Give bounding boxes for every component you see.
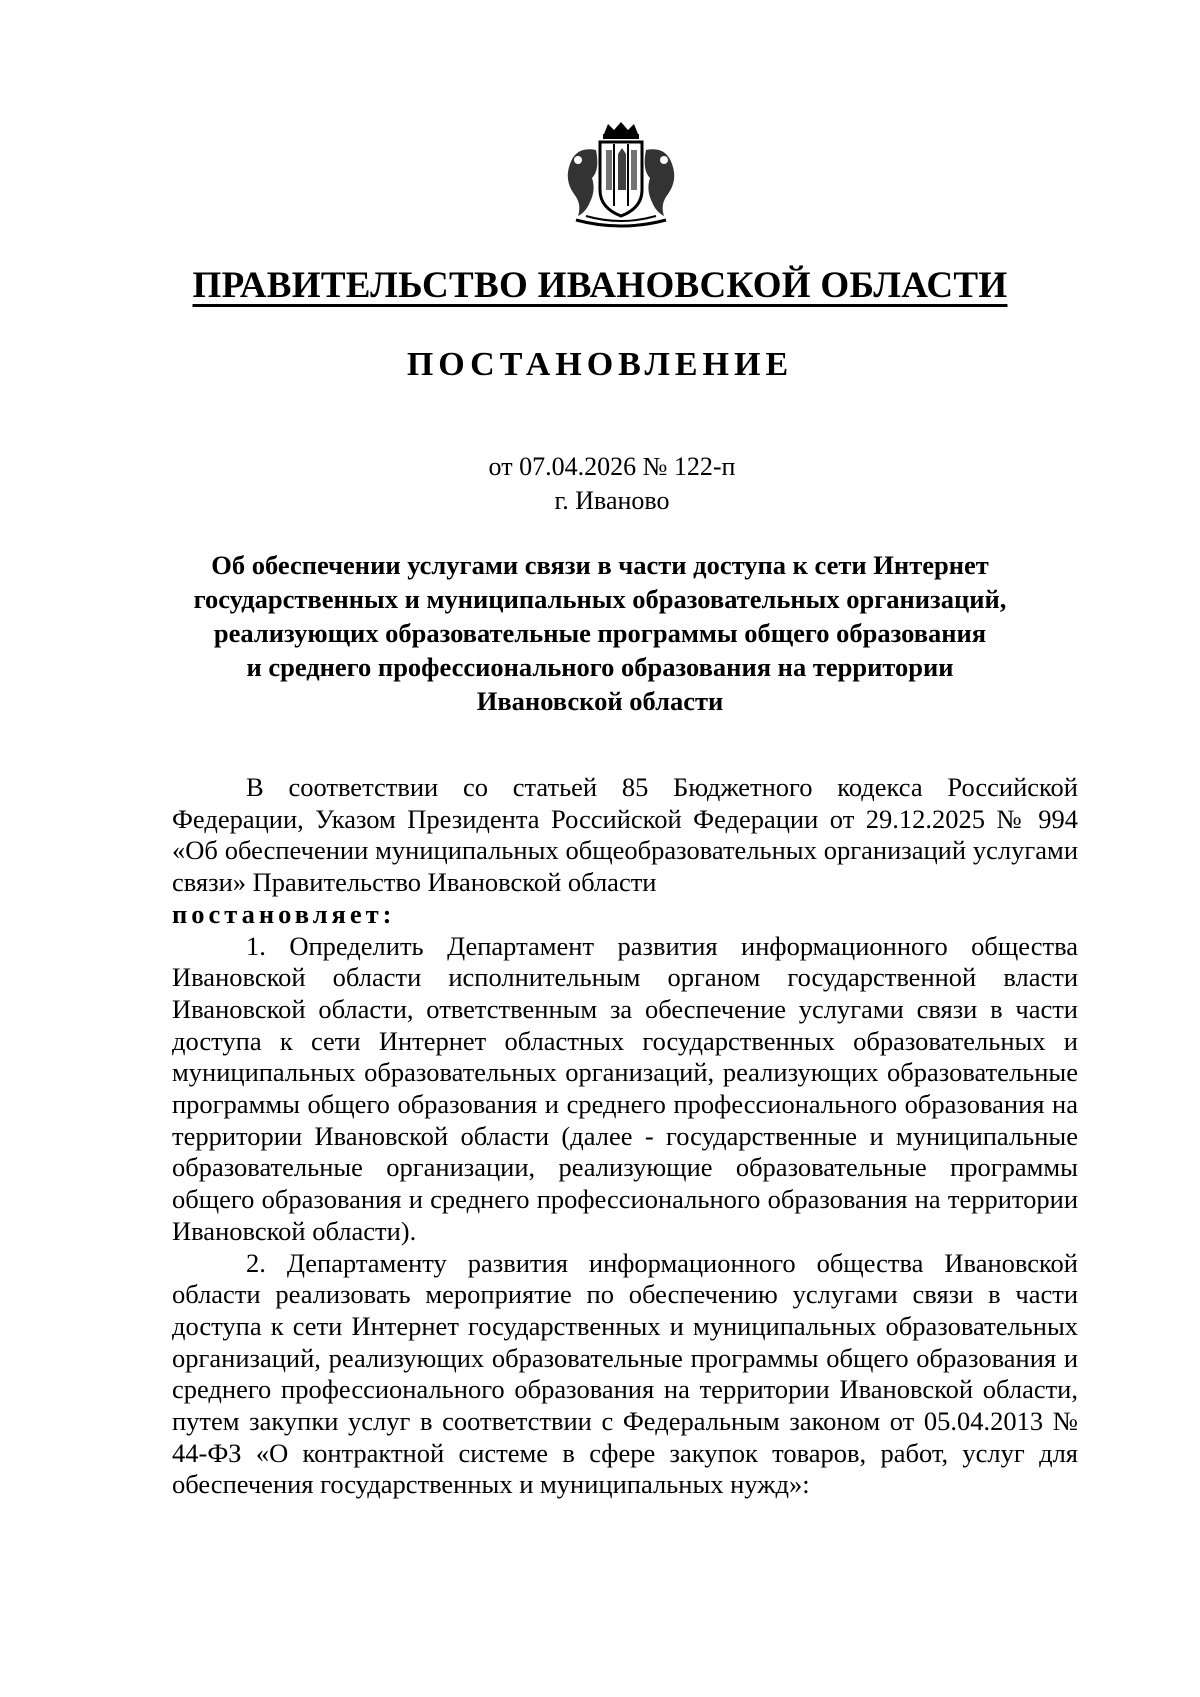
city-line: г. Иваново xyxy=(554,486,670,515)
subject-line: и среднего профессионального образования на территории xyxy=(246,652,954,682)
subject-line: Ивановской области xyxy=(476,686,724,716)
decree-word: постановляет: xyxy=(172,898,396,929)
government-title-text: ПРАВИТЕЛЬСТВО ИВАНОВСКОЙ ОБЛАСТИ xyxy=(192,265,1008,306)
decree-paragraph xyxy=(172,899,1078,931)
date-number-line: от 07.04.2026 № 122-п xyxy=(488,452,736,481)
ivanovo-coat-of-arms-icon xyxy=(556,120,686,230)
government-title xyxy=(0,264,1200,307)
subject-line: Об обеспечении услугами связи в части доступа к сети Интернет xyxy=(211,550,989,580)
document-subject xyxy=(150,548,1050,718)
item-paragraph-2: 2. Департаменту развития информационного общества Ивановской области реализовать мероприятие по обеспечению услугами связи в части доступа к сети Интернет государственных и муниципальных образовательных организаций, реализующих образовательные программы общего образования и среднего профессионального образования на территории Ивановской области, путем закупки услуг в соответствии с Федеральным законом от 05.04.2013 № 44-ФЗ «О контрактной системе в сфере закупок товаров, работ, услуг для обеспечения государственных и муниципальных нужд»: xyxy=(172,1247,1078,1500)
document-type-heading: ПОСТАНОВЛЕНИЕ xyxy=(406,346,794,383)
preamble-paragraph: В соответствии со статьей 85 Бюджетного кодекса Российской Федерации, Указом Президента Российской Федерации от 29.12.2025 № 994 «Об обеспечении муниципальных общеобразовательных организаций услугами связи» Правительство Ивановской области xyxy=(172,772,1078,898)
document-body xyxy=(172,772,1078,1501)
item-paragraph-1: 1. Определить Департамент развития информационного общества Ивановской области исполнительным органом государственной власти Ивановской области, ответственным за обеспечение услугами связи в части доступа к сети Интернет областных государственных образовательных и муниципальных образовательных организаций, реализующих образовательные программы общего образования и среднего профессионального образования на территории Ивановской области (далее - государственные и муниципальные образовательные организации, реализующие образовательные программы общего образования и среднего профессионального образования на территории Ивановской области). xyxy=(172,930,1078,1246)
subject-line: государственных и муниципальных образовательных организаций, xyxy=(193,584,1007,614)
subject-line: реализующих образовательные программы общего образования xyxy=(213,618,987,648)
document-meta xyxy=(0,450,1200,518)
